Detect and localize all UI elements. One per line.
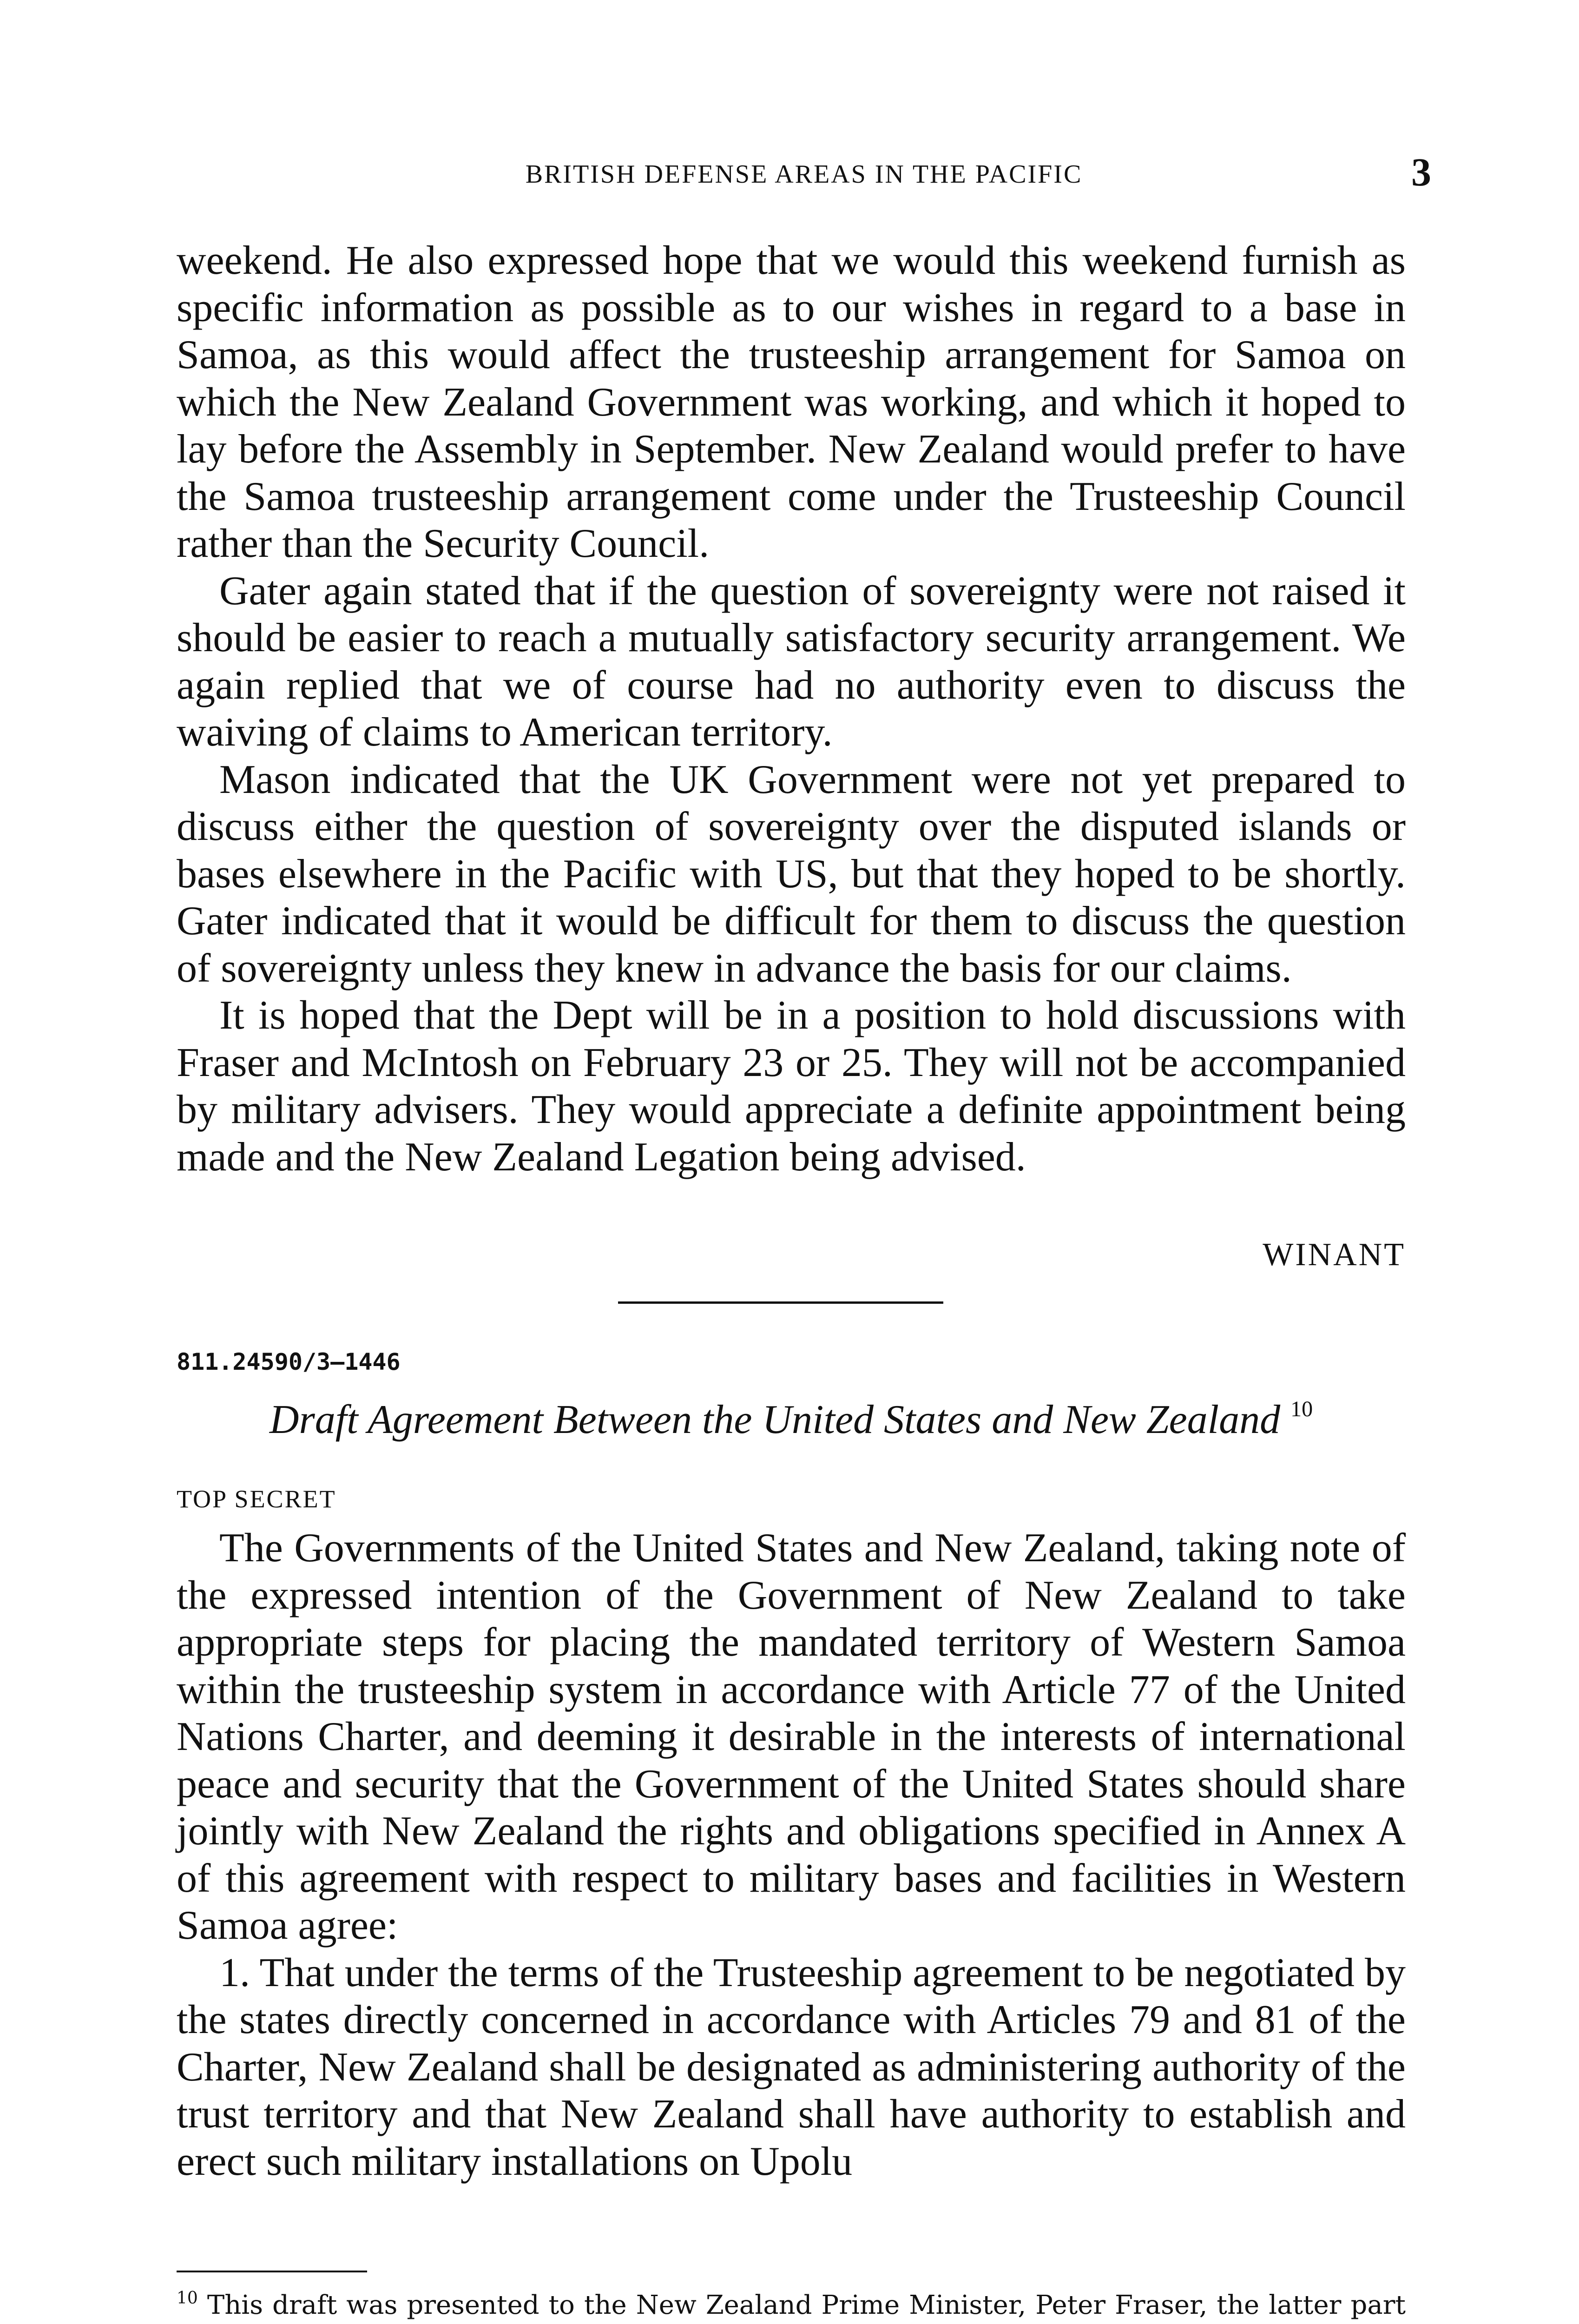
telegram-paragraph-1: weekend. He also expressed hope that we would this weekend furnish as specific information as possible as to our wishes in regard to a base in Samoa, as this would affect the trusteeship arrangement for Samoa on which the New Zealand Government was working, and which it hoped to lay before the Assembly in September. New Zealand would prefer to have the Samoa trusteeship arrangement come under the Trusteeship Council rather than the Security Council.	[177, 238, 1406, 566]
footnote-marker: 10	[177, 2289, 198, 2308]
footnote-text: This draft was presented to the New Zealand Prime Minister, Peter Fraser, the latter part	[207, 2290, 1406, 2320]
agreement-body	[177, 1525, 1406, 2185]
classification: TOP SECRET	[177, 1485, 336, 1513]
agreement-clause-1: 1. That under the terms of the Trusteeship agreement to be negotiated by the states directly concerned in accordance with Articles 79 and 81 of the Charter, New Zealand shall be designated as administering authority of the trust territory and that New Zealand shall have authority to establish and erect such military installations on Upolu	[177, 1950, 1406, 2184]
section-divider	[618, 1301, 943, 1304]
running-head	[177, 150, 1431, 195]
telegram-paragraph-3: Mason indicated that the UK Government were not yet prepared to discuss either the question of sovereignty over the disputed islands or bases elsewhere in the Pacific with US, but that they hoped to be shortly. Gater indicated that it would be difficult for them to discuss the question of sovereignty unless they knew in advance the basis for our claims.	[177, 757, 1406, 991]
agreement-preamble: The Governments of the United States and New Zealand, taking note of the expressed intention of the Government of New Zealand to take appropriate steps for placing the mandated territory of Western Samoa within the trusteeship system in accordance with Article 77 of the United Nations Charter, and deeming it desirable in the interests of international peace and security that the Government of the United States should share jointly with New Zealand the rights and obligations specified in Annex A of this agreement with respect to military bases and facilities in Western Samoa agree:	[177, 1525, 1406, 1948]
telegram-paragraph-4: It is hoped that the Dept will be in a position to hold discussions with Fraser and McIntosh on February 23 or 25. They will not be accompanied by military advisers. They would appreciate a definite appointment being made and the New Zealand Legation being advised.	[177, 993, 1406, 1180]
title-footnote-marker: 10	[1290, 1397, 1313, 1421]
document-title-block	[177, 1394, 1406, 1446]
footnote-10	[177, 2287, 1406, 2324]
footnote-rule	[177, 2271, 367, 2272]
page-number: 3	[1411, 150, 1431, 194]
telegram-body	[177, 237, 1406, 1181]
file-reference: 811.24590/3–1446	[177, 1348, 401, 1375]
running-title: BRITISH DEFENSE AREAS IN THE PACIFIC	[525, 160, 1083, 189]
telegram-signature: WINANT	[1263, 1237, 1406, 1273]
telegram-paragraph-2: Gater again stated that if the question of sovereignty were not raised it should be easier to reach a mutually satisfactory security arrangement. We again replied that we of course had no authority even to discuss the waiving of claims to American territory.	[177, 568, 1406, 755]
document-title: Draft Agreement Between the United States and New Zealand	[269, 1397, 1281, 1442]
